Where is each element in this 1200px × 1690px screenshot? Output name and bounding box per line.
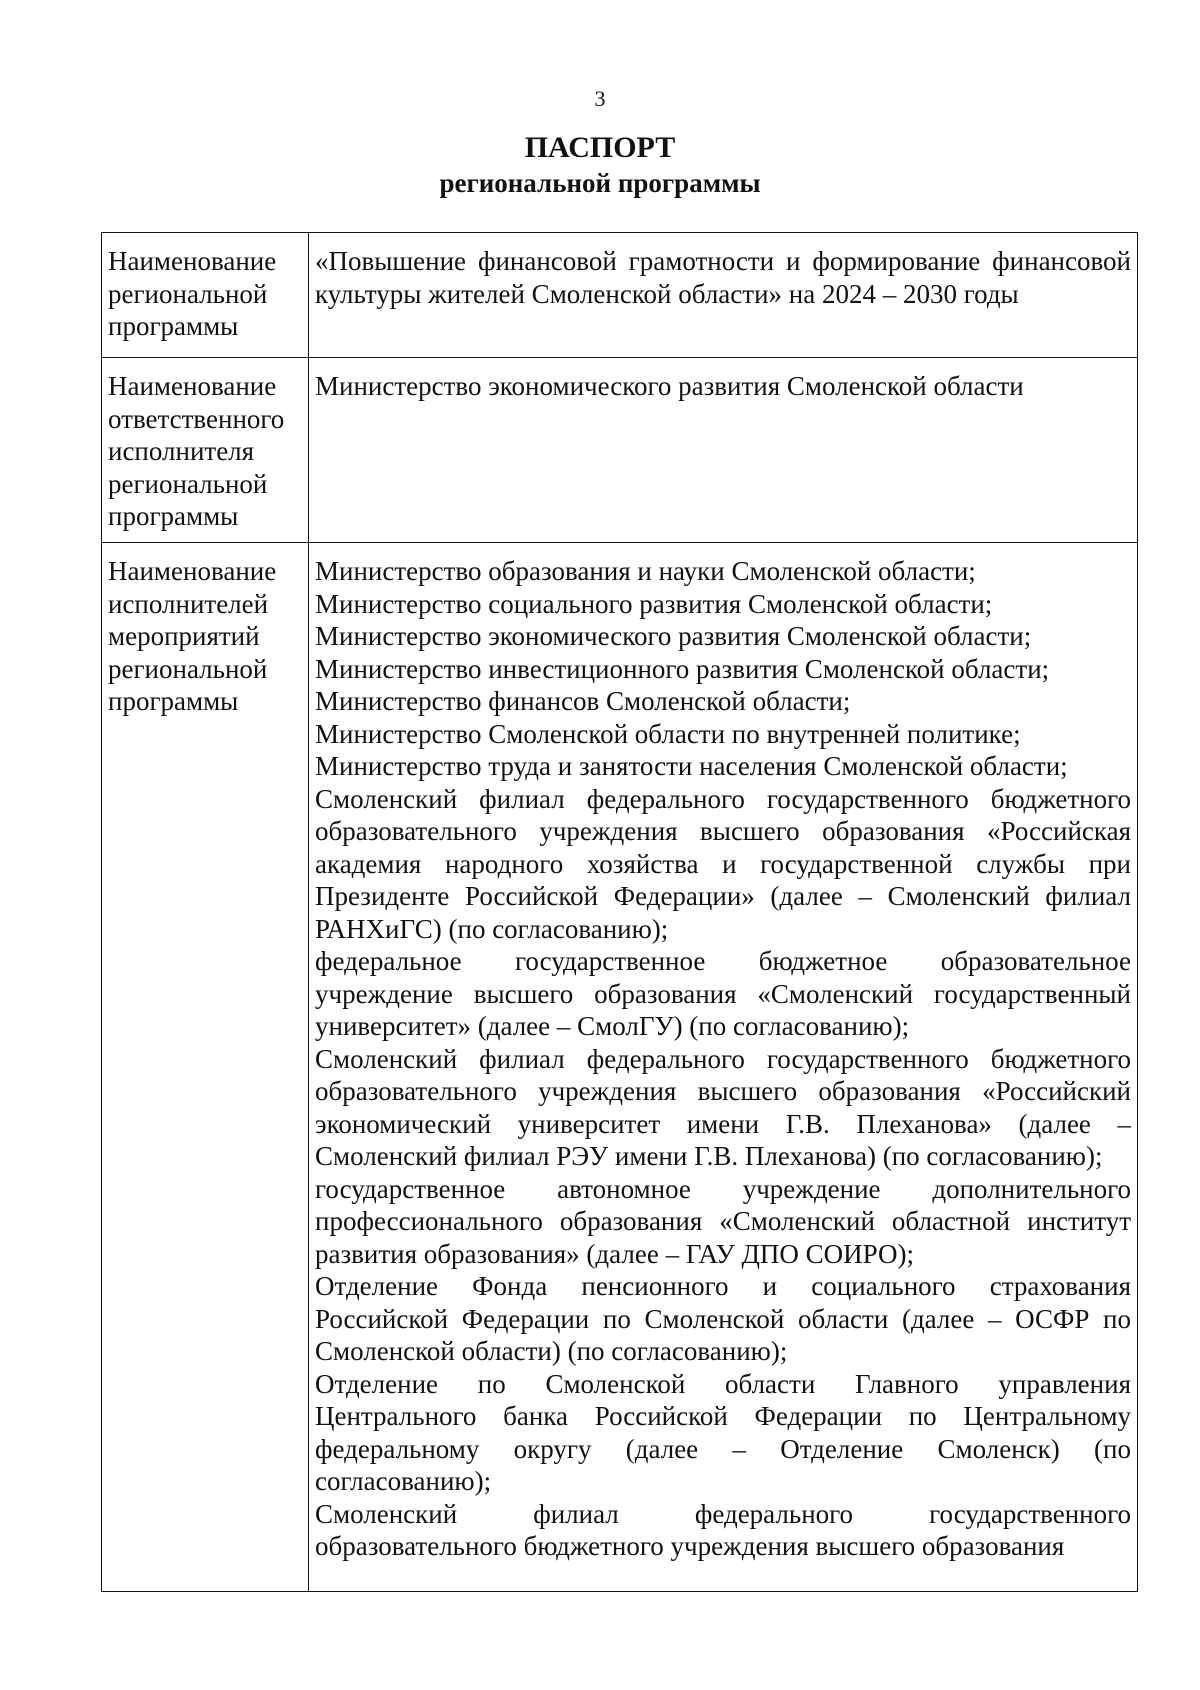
row-value-list [309,543,1138,1592]
table-row [102,358,1138,543]
list-item: Министерство социального развития Смоленской области; [315,588,993,619]
page-number: 3 [594,86,606,111]
passport-table [101,232,1138,1592]
row-label: Наименование исполнителей мероприятий региональной программы [102,543,309,1592]
document-title: ПАСПОРТ [524,131,676,164]
row-value: «Повышение финансовой грамотности и формирование финансовой культуры жителей Смоленской области» на 2024 – 2030 годы [309,233,1138,358]
table-row [102,543,1138,1592]
list-item: федеральное государственное бюджетное образовательное учреждение высшего образования «Смоленский государственный университет» (далее – СмолГУ) (по согласованию); [315,946,1131,1041]
list-item: Министерство труда и занятости населения Смоленской области; [315,751,1068,781]
row-value: Министерство экономического развития Смоленской области [309,358,1138,543]
row-label: Наименование ответственного исполнителя региональной программы [102,358,309,543]
list-item: Министерство образования и науки Смоленской области; [315,556,976,586]
list-item: Смоленский филиал федерального государственного бюджетного образовательного учреждения высшего образования «Российская академия народного хозяйства и государственной службы при Президенте Российской Федерации» (далее – Смоленский филиал РАНХиГС) (по согласованию); [315,783,1131,944]
row-label: Наименование региональной программы [102,233,309,358]
list-item: Министерство инвестиционного развития Смоленской области; [315,653,1050,684]
list-item: Министерство Смоленской области по внутренней политике; [315,718,1021,749]
list-item: государственное автономное учреждение дополнительного профессионального образования «Смоленский областной институт развития образования» (далее – ГАУ ДПО СОИРО); [315,1173,1131,1269]
list-item: Отделение Фонда пенсионного и социального страхования Российской Федерации по Смоленской области (далее – ОСФР по Смоленской области) (по согласованию); [315,1271,1131,1366]
document-subtitle: региональной программы [439,168,761,198]
list-item: Министерство экономического развития Смоленской области; [315,621,1032,651]
list-item: Министерство финансов Смоленской области; [315,686,851,716]
list-item: Смоленский филиал федерального государственного образовательного бюджетного учреждения высшего образования [315,1498,1131,1561]
list-item: Отделение по Смоленской области Главного управления Центрального банка Российской Федерации по Центральному федеральному округу (далее – Отделение Смоленск) (по согласованию); [315,1368,1131,1496]
table-row [102,233,1138,358]
list-item: Смоленский филиал федерального государственного бюджетного образовательного учреждения высшего образования «Российский экономический университет имени Г.В. Плеханова» (далее – Смоленский филиал РЭУ имени Г.В. Плеханова) (по согласованию); [315,1043,1131,1171]
